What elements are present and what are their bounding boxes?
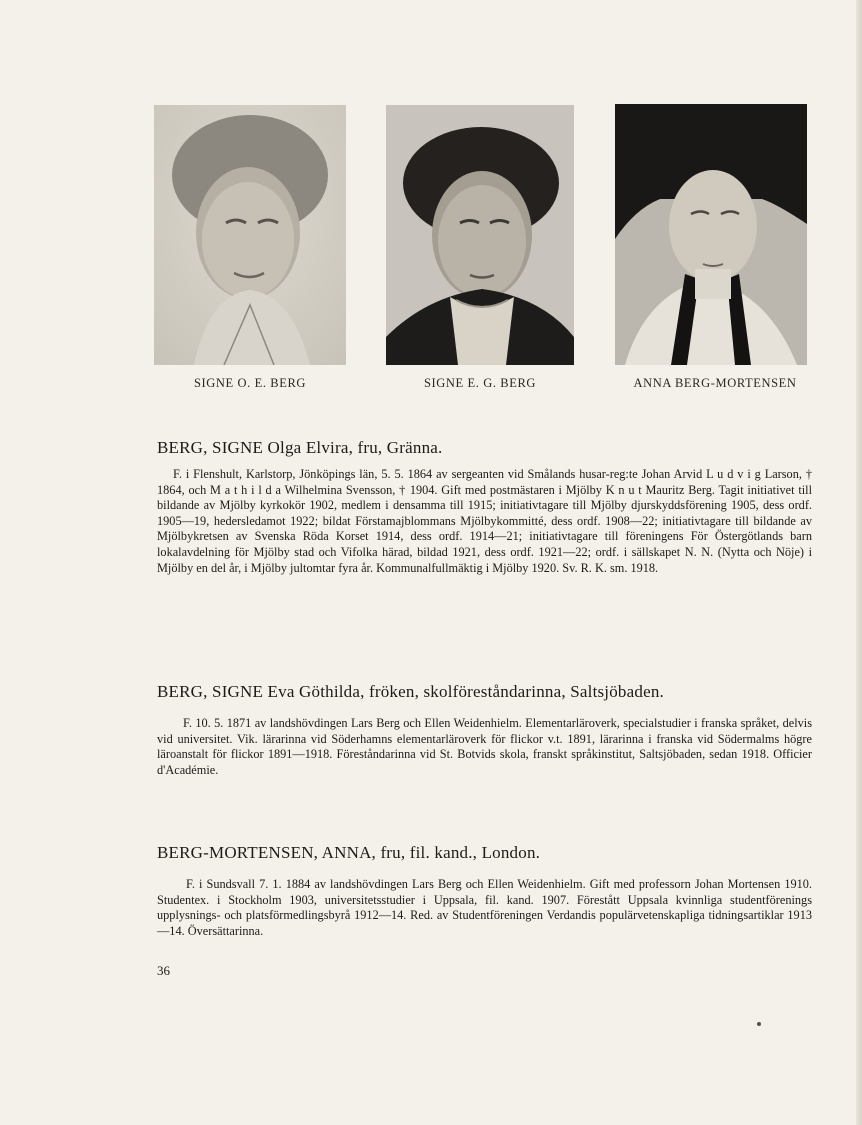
entry-body: F. i Flenshult, Karlstorp, Jönköpings län, 5. 5. 1864 av sergeanten vid Smålands husar-reg:te Johan Arvid L u d v i g Larson, † 1864, och M a t h i l d a Wilhelmina Svensson, † 1904. Gift med postmästaren i Mjölby K n u t Mauritz Berg. Tagit initiativet till bildande av Mjölby kyrkokör 1902, medlem i densamma till 1915; initiativtagare till Mjölby djurskyddsförening 1905, dess ordf. 1905—19, hedersledamot 1922; bildat Förstamajblommans Mjölbykommitté, dess ordf. 1908—22; initiativtagare till bildande av Mjölbykretsen av Svenska Röda Korset 1914, dess ordf. 1914—21; initiativtagare till föreningens För Östergötlands barn lokalavdelning för Mjölby stad och Vifolka härad, bildad 1921, dess ordf. 1921—22; ordf. i sällskapet N. N. (Nytta och Nöje) i Mjölby en del år, i Mjölby jultomtar fyra år. Kommunalfullmäktig i Mjölby 1920. Sv. R. K. sm. 1918. — [157, 467, 812, 575]
entry-heading: BERG-MORTENSEN, ANNA, fru, fil. kand., London. — [157, 843, 541, 862]
entry-body: F. 10. 5. 1871 av landshövdingen Lars Berg och Ellen Weidenhielm. Elementarläroverk, specialstudier i franska språket, delvis vid universitet. Vik. lärarinna vid Söderhamns elementarläroverk för flickor v.t. 1891, lärarinna i franska vid Södermalms högre läroanstalt för flickor 1891—1918. Föreståndarinna vid St. Botvids skola, franskt språkinstitut, Saltsjöbaden, sedan 1918. Officier d'Académie. — [157, 716, 812, 777]
entry-heading: BERG, SIGNE Olga Elvira, fru, Gränna. — [157, 438, 443, 457]
ink-speck — [757, 1022, 761, 1026]
portrait-signe-e-g-berg — [386, 105, 574, 365]
entry-body: F. i Sundsvall 7. 1. 1884 av landshövdingen Lars Berg och Ellen Weidenhielm. Gift med professorn Johan Mortensen 1910. Studentex. i Stockholm 1903, universitetsstudier i Uppsala, fil. kand. 1907. Förestått Uppsala kvinnliga studentförenings upplysnings- och platsförmedlingsbyrå 1912—14. Red. av Studentföreningen Verdandis populärvetenskapliga tidningsartiklar 1913 —14. Översättarinna. — [157, 877, 812, 938]
entry-heading: BERG, SIGNE Eva Göthilda, fröken, skolföreståndarinna, Saltsjöbaden. — [157, 682, 664, 701]
page-edge — [856, 0, 862, 1125]
portrait-signe-o-e-berg — [154, 105, 346, 365]
portrait-caption: ANNA BERG-MORTENSEN — [633, 376, 797, 390]
portrait-caption: SIGNE E. G. BERG — [423, 376, 537, 390]
page-number: 36 — [157, 963, 170, 978]
portrait-anna-berg-mortensen — [615, 104, 807, 365]
portrait-caption: SIGNE O. E. BERG — [193, 376, 307, 390]
